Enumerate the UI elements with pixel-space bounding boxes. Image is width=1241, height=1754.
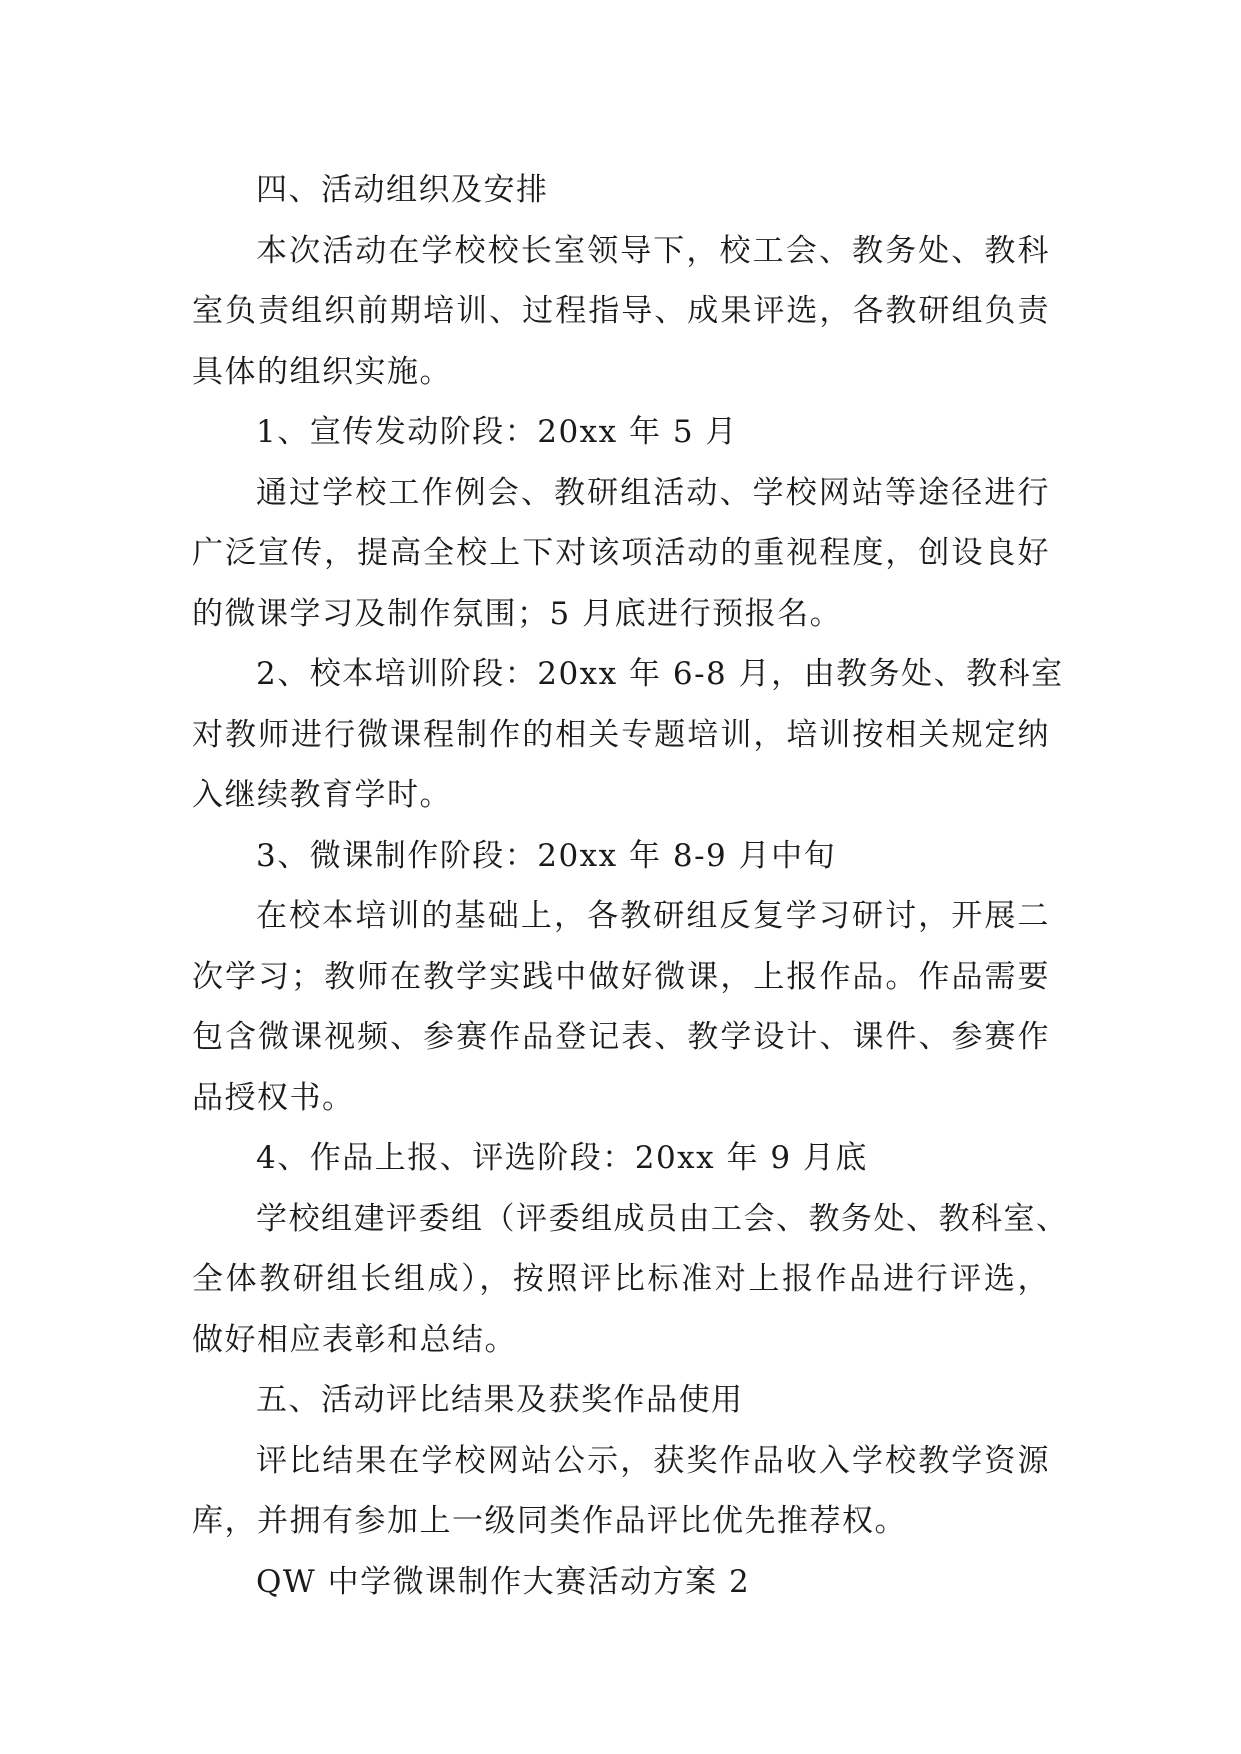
- paragraph-line: 对教师进行微课程制作的相关专题培训，培训按相关规定纳: [192, 716, 1050, 753]
- paragraph-line: 具体的组织实施。: [192, 353, 452, 390]
- paragraph-line: 库，并拥有参加上一级同类作品评比优先推荐权。: [192, 1503, 907, 1539]
- stage-heading-1: 1、宣传发动阶段：20xx 年 5 月: [256, 414, 738, 450]
- stage-heading-4: 4、作品上报、评选阶段：20xx 年 9 月底: [256, 1140, 868, 1176]
- section-heading-5: 五、活动评比结果及获奖作品使用: [256, 1382, 744, 1418]
- paragraph-line: 包含微课视频、参赛作品登记表、教学设计、课件、参赛作: [192, 1019, 1050, 1055]
- stage-heading-3: 3、微课制作阶段：20xx 年 8-9 月中旬: [256, 837, 837, 874]
- paragraph-line: 学校组建评委组（评委组成员由工会、教务处、教科室、: [256, 1200, 1069, 1237]
- paragraph-line: 在校本培训的基础上，各教研组反复学习研讨，开展二: [256, 898, 1050, 934]
- paragraph-line: 室负责组织前期培训、过程指导、成果评选，各教研组负责: [192, 293, 1050, 329]
- paragraph-line: 入继续教育学时。: [192, 777, 452, 813]
- paragraph-line: 全体教研组长组成），按照评比标准对上报作品进行评选，: [192, 1261, 1050, 1297]
- document-title-2: QW 中学微课制作大赛活动方案 2: [256, 1563, 751, 1600]
- paragraph-line: 本次活动在学校校长室领导下，校工会、教务处、教科: [256, 232, 1050, 269]
- stage-heading-2: 2、校本培训阶段：20xx 年 6-8 月，由教务处、教科室: [256, 656, 1064, 692]
- paragraph-line: 次学习；教师在教学实践中做好微课，上报作品。作品需要: [192, 958, 1050, 995]
- paragraph-line: 的微课学习及制作氛围；5 月底进行预报名。: [192, 595, 843, 632]
- paragraph-line: 做好相应表彰和总结。: [192, 1321, 517, 1358]
- paragraph-line: 评比结果在学校网站公示，获奖作品收入学校教学资源: [256, 1442, 1050, 1479]
- section-heading-4: 四、活动组织及安排: [256, 172, 549, 208]
- paragraph-line: 通过学校工作例会、教研组活动、学校网站等途径进行: [256, 474, 1050, 511]
- paragraph-line: 品授权书。: [192, 1079, 355, 1116]
- paragraph-line: 广泛宣传，提高全校上下对该项活动的重视程度，创设良好: [192, 535, 1050, 571]
- document-body: [192, 160, 1069, 1612]
